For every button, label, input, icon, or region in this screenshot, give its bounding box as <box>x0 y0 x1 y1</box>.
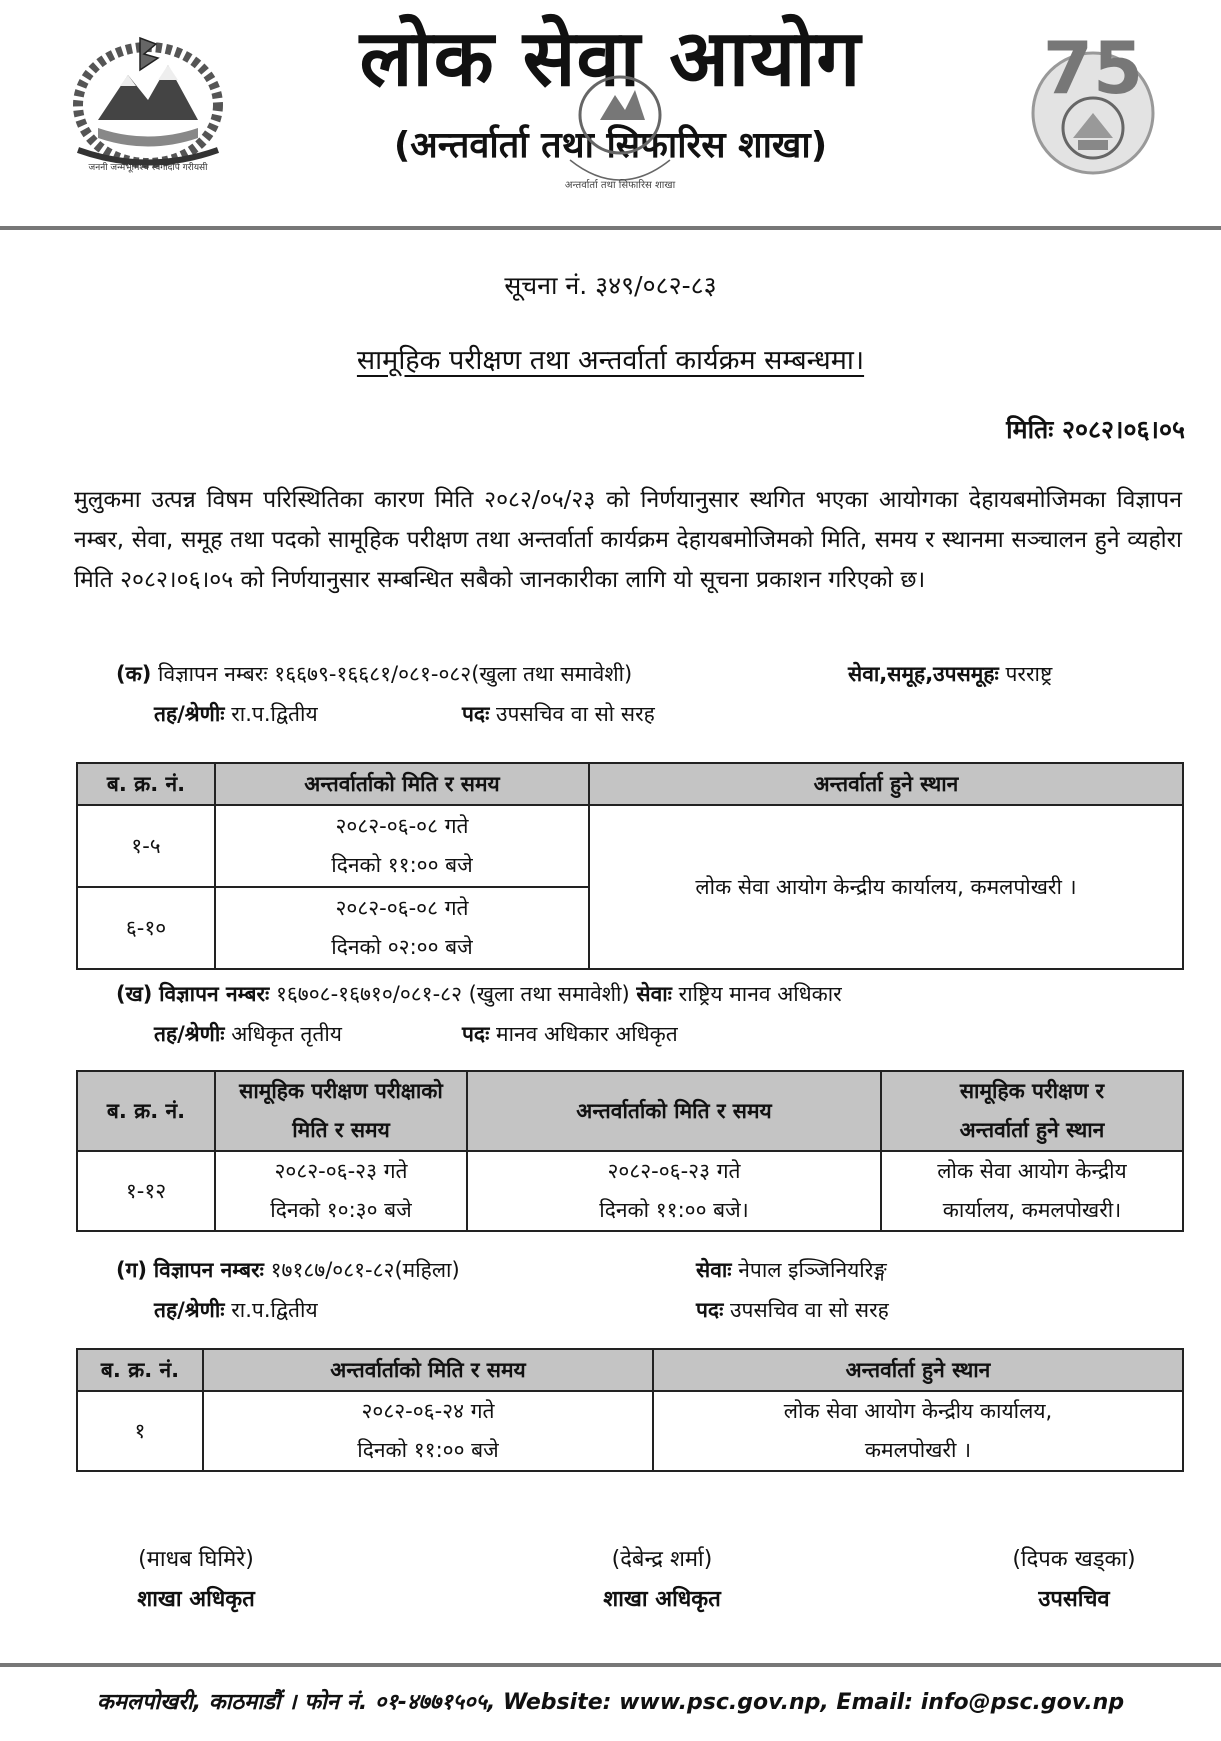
kha-header-group-test-2: मिति र समय <box>292 1118 390 1142</box>
section-kha-table <box>76 1070 1184 1232</box>
ga-header-roll: ब. क्र. नं. <box>77 1349 203 1391</box>
anniversary-75-logo <box>1018 18 1168 183</box>
section-ga-adv-label: विज्ञापन नम्बरः <box>153 1258 264 1282</box>
footer-contact: कमलपोखरी, काठमाडौं । फोन नं. ०१-४७७१५०५, Website: www.psc.gov.np, Email: info@psc.gov.np <box>96 1690 1125 1715</box>
ga-row-venue-1: लोक सेवा आयोग केन्द्रीय कार्यालय, <box>783 1399 1053 1423</box>
ka-row1-roll: १-५ <box>77 805 215 887</box>
ga-header-venue: अन्तर्वार्ता हुने स्थान <box>653 1349 1183 1391</box>
kha-row-group-test <box>215 1151 467 1231</box>
kha-row-interview <box>467 1151 881 1231</box>
ka-row1-time: दिनको ११:०० बजे <box>331 853 473 877</box>
section-ka-post-label: पदः <box>462 702 490 726</box>
header-divider <box>0 226 1221 230</box>
section-ka-service-label: सेवा,समूह,उपसमूहः <box>848 662 999 686</box>
section-kha-adv-label: विज्ञापन नम्बरः <box>159 982 270 1006</box>
table-row <box>77 1391 1183 1471</box>
kha-header-venue-1: सामूहिक परीक्षण र <box>959 1079 1105 1103</box>
kha-row-gt-date: २०८२-०६-२३ गते <box>274 1159 408 1183</box>
section-kha-post-label: पदः <box>462 1022 490 1046</box>
section-ga-adv-line <box>116 1256 460 1284</box>
section-ka-post-value: उपसचिव वा सो सरह <box>496 702 655 726</box>
branch-subtitle: (अन्तर्वार्ता तथा सिफारिस शाखा) <box>393 125 828 166</box>
ga-header-datetime: अन्तर्वार्ताको मिति र समय <box>203 1349 653 1391</box>
section-ga-post-label: पदः <box>696 1298 724 1322</box>
ga-row-datetime <box>203 1391 653 1471</box>
ga-row-time: दिनको ११:०० बजे <box>357 1438 499 1462</box>
kha-row-venue-2: कार्यालय, कमलपोखरी। <box>942 1198 1122 1222</box>
signature-block-2 <box>532 1540 792 1620</box>
table-row <box>77 805 1183 887</box>
notice-subject-text: सामूहिक परीक्षण तथा अन्तर्वार्ता कार्यक्रम सम्बन्धमा। <box>356 345 865 376</box>
signatory-designation: शाखा अधिकृत <box>137 1587 255 1612</box>
notice-body: मुलुकमा उत्पन्न विषम परिस्थितिका कारण मिति २०८२/०५/२३ को निर्णयानुसार स्थगित भएका आयोगका देहायबमोजिमका विज्ञापन नम्बर, सेवा, समूह तथा पदको सामूहिक परीक्षण तथा अन्तर्वार्ता कार्यक्रम देहायबमोजिमको मिति, समय र स्थानमा सञ्चालन हुने व्यहोरा मिति २०८२।०६।०५ को निर्णयानुसार सम्बन्धित सबैको जानकारीका लागि यो सूचना प्रकाशन गरिएको छ। <box>74 487 1182 593</box>
section-ga-table <box>76 1348 1184 1472</box>
kha-row-roll: १-१२ <box>77 1151 215 1231</box>
kha-row-gt-time: दिनको १०:३० बजे <box>270 1198 412 1222</box>
kha-header-roll: ब. क्र. नं. <box>77 1071 215 1151</box>
section-ga-level-label: तह/श्रेणीः <box>154 1298 225 1322</box>
signatory-name: (देबेन्द्र शर्मा) <box>611 1547 713 1572</box>
section-kha-tag: (ख) <box>116 982 153 1006</box>
signatory-name: (माधब घिमिरे) <box>138 1547 254 1572</box>
section-kha-level-label: तह/श्रेणीः <box>154 1022 225 1046</box>
footer-divider <box>0 1663 1221 1667</box>
signatory-designation: शाखा अधिकृत <box>603 1587 721 1612</box>
commission-title: लोक सेवा आयोग <box>359 14 862 104</box>
kha-header-interview: अन्तर्वार्ताको मिति र समय <box>467 1071 881 1151</box>
section-ka-service-value: परराष्ट्र <box>1005 662 1053 686</box>
kha-header-venue-2: अन्तर्वार्ता हुने स्थान <box>959 1118 1105 1142</box>
section-ka-level-label: तह/श्रेणीः <box>154 702 225 726</box>
ga-row-venue-2: कमलपोखरी । <box>864 1438 972 1462</box>
notice-subject <box>0 340 1221 377</box>
section-ka-tag: (क) <box>116 662 152 686</box>
section-ga-service-value: नेपाल इञ्जिनियरिङ्ग <box>738 1258 887 1282</box>
section-kha-level-value: अधिकृत तृतीय <box>231 1022 342 1046</box>
section-ka-table <box>76 762 1184 970</box>
notice-number: सूचना नं. ३४९/०८२-८३ <box>504 271 717 300</box>
ka-row2-roll: ६-१० <box>77 887 215 969</box>
signature-block-1 <box>66 1540 326 1620</box>
section-ka-service-line <box>848 660 1052 688</box>
section-ga-post-value: उपसचिव वा सो सरह <box>730 1298 889 1322</box>
ka-row1-date: २०८२-०६-०८ गते <box>335 814 469 838</box>
section-ga-post-line <box>696 1296 889 1324</box>
anniversary-number: 75 <box>1042 26 1144 110</box>
signature-block-3 <box>944 1540 1204 1620</box>
section-ka-level-value: रा.प.द्वितीय <box>231 702 318 726</box>
kha-header-group-test <box>215 1071 467 1151</box>
section-ga-tag: (ग) <box>116 1258 148 1282</box>
ka-row1-datetime <box>215 805 589 887</box>
section-ka-level-line <box>154 700 318 728</box>
emblem-motto: जननी जन्मभूमिश्च स्वर्गादपि गरीयसी <box>88 163 208 173</box>
kha-row-iv-date: २०८२-०६-२३ गते <box>607 1159 741 1183</box>
ka-header-datetime: अन्तर्वार्ताको मिति र समय <box>215 763 589 805</box>
kha-row-venue-1: लोक सेवा आयोग केन्द्रीय <box>937 1159 1127 1183</box>
ga-row-date: २०८२-०६-२४ गते <box>361 1399 495 1423</box>
section-ka-post-line <box>462 700 655 728</box>
kha-header-group-test-1: सामूहिक परीक्षण परीक्षाको <box>239 1079 443 1103</box>
ka-header-roll: ब. क्र. नं. <box>77 763 215 805</box>
section-kha-post-line <box>462 1020 678 1048</box>
signatory-name: (दिपक खड्का) <box>1012 1547 1136 1572</box>
section-ga-service-line <box>696 1256 887 1284</box>
ka-row2-date: २०८२-०६-०८ गते <box>335 896 469 920</box>
section-ka-adv-label: विज्ञापन नम्बरः <box>158 662 268 686</box>
section-kha-level-line <box>154 1020 342 1048</box>
notice-date: मितिः २०८२।०६।०५ <box>1006 415 1185 444</box>
section-kha-service-value: राष्ट्रिय मानव अधिकार <box>678 982 842 1006</box>
kha-row-iv-time: दिनको ११:०० बजे। <box>599 1198 749 1222</box>
table-row <box>77 1151 1183 1231</box>
section-kha-adv-line <box>116 980 842 1008</box>
kha-row-venue <box>881 1151 1183 1231</box>
section-ga-adv-value: १७१८७/०८१-८२(महिला) <box>270 1258 460 1282</box>
ka-venue: लोक सेवा आयोग केन्द्रीय कार्यालय, कमलपोखरी । <box>589 805 1183 969</box>
section-kha-adv-value: १६७०८-१६७१०/०८१-८२ (खुला तथा समावेशी) <box>275 982 630 1006</box>
kha-header-venue <box>881 1071 1183 1151</box>
official-stamp <box>560 60 680 200</box>
section-ka-adv-value: १६६७९-१६६८१/०८१-०८२(खुला तथा समावेशी) <box>274 662 633 686</box>
section-kha-service-label: सेवाः <box>636 982 672 1006</box>
ka-row2-time: दिनको ०२:०० बजे <box>331 935 473 959</box>
signatory-designation: उपसचिव <box>1038 1587 1110 1612</box>
ka-row2-datetime <box>215 887 589 969</box>
section-ka-adv-line <box>116 660 632 688</box>
ka-header-venue: अन्तर्वार्ता हुने स्थान <box>589 763 1183 805</box>
ga-row-roll: १ <box>77 1391 203 1471</box>
section-kha-post-value: मानव अधिकार अधिकृत <box>496 1022 678 1046</box>
stamp-text: अन्तर्वार्ता तथा सिफारिस शाखा <box>564 180 676 191</box>
section-ga-service-label: सेवाः <box>696 1258 732 1282</box>
section-ga-level-line <box>154 1296 318 1324</box>
section-ga-level-value: रा.प.द्वितीय <box>231 1298 318 1322</box>
ga-row-venue <box>653 1391 1183 1471</box>
